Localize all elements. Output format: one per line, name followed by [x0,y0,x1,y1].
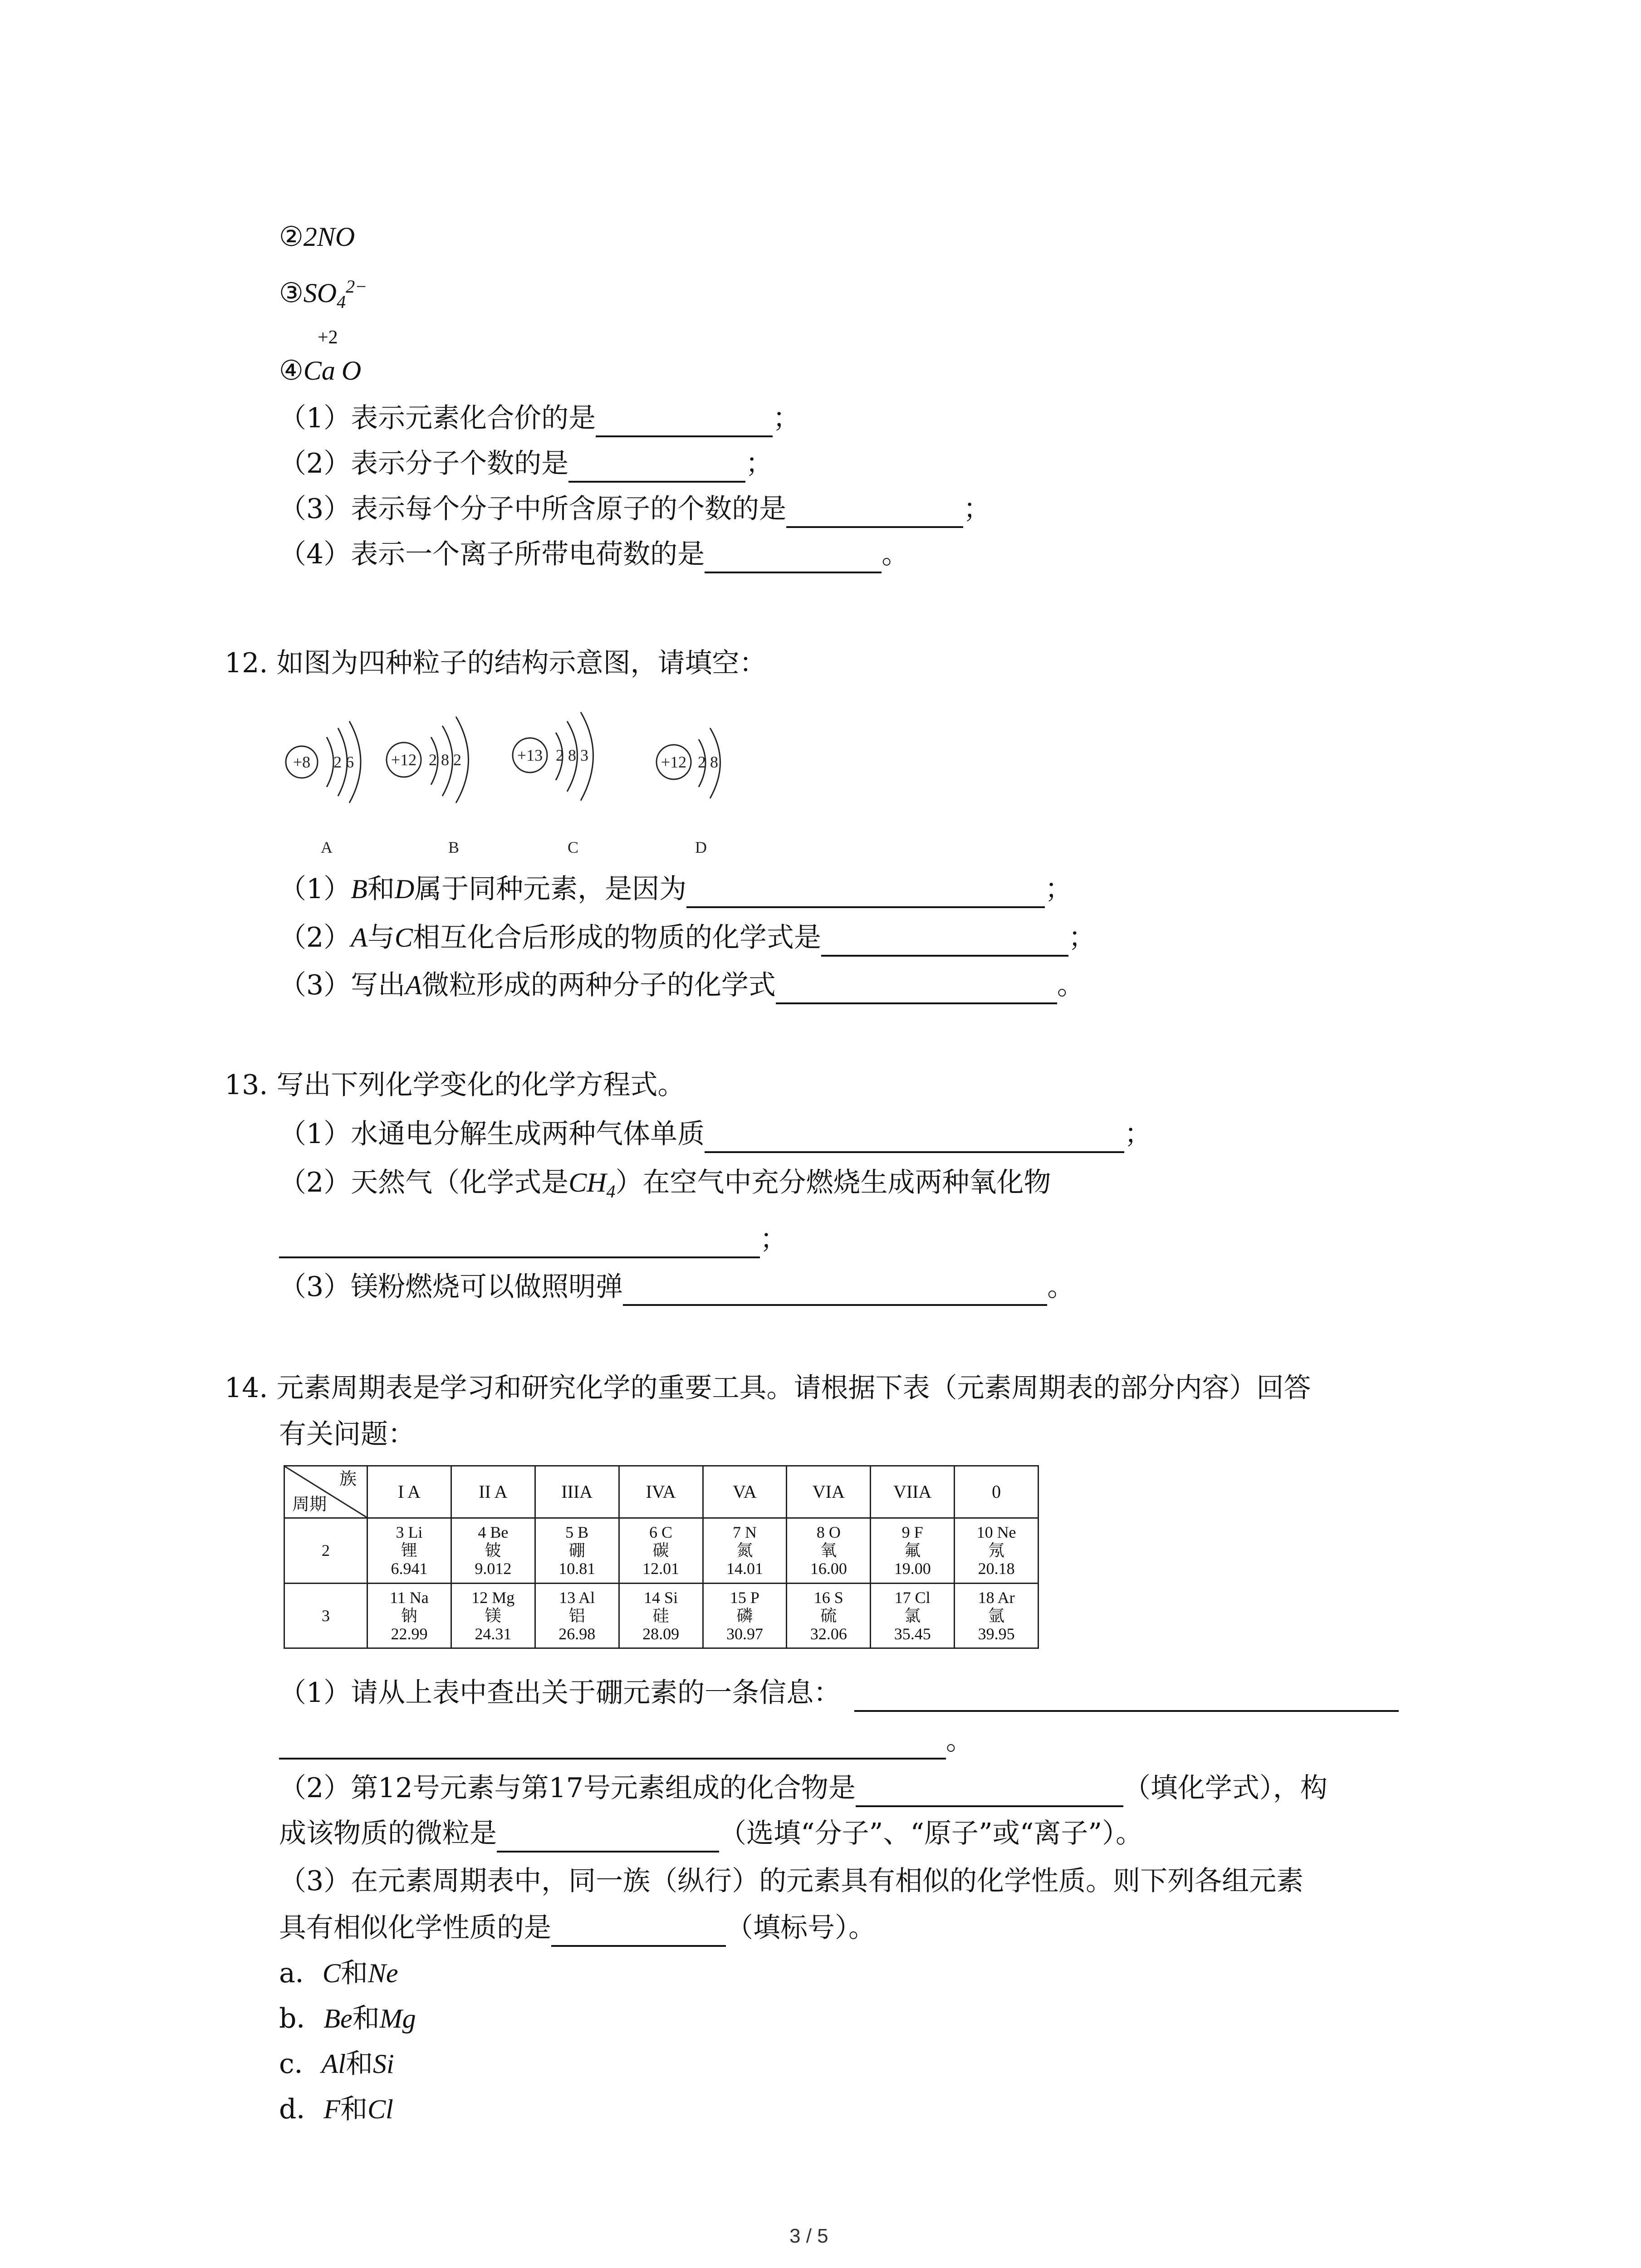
atom-d-shells: 2 8 [698,753,718,771]
answer-blank[interactable] [686,876,1045,908]
answer-blank[interactable] [568,451,745,483]
atom-structure-diagrams [281,705,780,869]
element-name: 铍 [485,1541,501,1560]
atom-d-nucleus: +12 [661,753,687,771]
answer-blank[interactable] [705,542,882,573]
group-header: I A [367,1466,451,1518]
element-symbol: 15 P [730,1588,759,1607]
q14-s2-mid: （填化学式），构 [1123,1772,1327,1804]
option-and: 和 [352,2003,380,2034]
q13-s2-end: ； [760,1223,787,1255]
option-d [279,2090,393,2128]
q13-line-1 [279,1115,1151,1153]
element-cell [535,1583,619,1648]
page-number: 3 / 5 [789,2225,828,2247]
answer-blank[interactable] [776,973,1057,1004]
item-4 [279,352,361,390]
element-cell [703,1518,787,1584]
element-mass: 20.18 [978,1559,1015,1578]
element-symbol: 9 F [901,1523,923,1542]
item-4-mark: ④ [279,355,304,386]
q11-s1-text: （1）表示元素化合价的是 [279,402,596,434]
option-and: 和 [340,1957,368,1989]
element-cell [535,1518,619,1584]
q11-s3-end: ； [963,493,991,525]
q12-line-3 [279,966,1084,1004]
element-cell [871,1583,955,1648]
q14-title-line-2: 有关问题： [279,1418,415,1450]
q11-s1-end: ； [773,402,800,434]
option-x: F [323,2094,341,2124]
element-mass: 28.09 [642,1624,680,1643]
element-symbol: 5 B [565,1523,589,1542]
element-symbol: 18 Ar [978,1588,1015,1607]
answer-blank[interactable] [856,1775,1123,1807]
q12-s3-end: 。 [1057,969,1084,1001]
element-name: 氖 [988,1541,1005,1560]
element-mass: 22.99 [391,1624,428,1643]
atom-d-diagram [656,728,720,856]
item-2 [279,218,355,256]
option-letter: c． [279,2048,322,2080]
answer-blank[interactable] [705,1121,1124,1153]
q12-s2-a: A [351,923,367,953]
element-symbol: 13 Al [559,1588,595,1607]
element-symbol: 14 Si [644,1588,678,1607]
element-name: 铝 [568,1606,585,1625]
element-cell [787,1518,871,1584]
q13-line-3 [279,1268,1074,1306]
element-name: 氟 [904,1541,921,1560]
answer-blank[interactable] [497,1821,719,1853]
corner-period-label: 周期 [292,1495,327,1514]
element-cell [955,1518,1038,1584]
q12-s2-with: 与 [367,922,395,953]
element-name: 氮 [736,1541,753,1560]
item-3-charge: 2− [346,276,367,297]
atom-b-shells: 2 8 2 [429,751,461,769]
table-row [284,1518,1038,1584]
item-2-formula: 2NO [303,222,355,252]
element-symbol: 7 N [732,1523,757,1542]
period-label: 3 [284,1583,367,1648]
element-mass: 35.45 [894,1624,931,1643]
element-cell [871,1518,955,1584]
group-header: VIA [787,1466,871,1518]
q14-s3-l2-pre: 具有相似化学性质的是 [279,1912,551,1944]
q14-s3-line-2 [279,1909,876,1947]
answer-blank[interactable] [821,925,1068,957]
q12-s2-post: 相互化合后形成的物质的化学式是 [412,922,821,953]
answer-blank[interactable] [596,406,773,437]
item-3-formula: SO [303,278,337,308]
answer-blank[interactable] [551,1915,726,1947]
group-header: IIIA [535,1466,619,1518]
q11-s4-end: 。 [882,538,909,570]
option-letter: a． [279,1957,323,1989]
element-name: 磷 [736,1606,753,1625]
element-name: 氯 [904,1606,921,1625]
corner-group-label: 族 [339,1470,357,1489]
atom-c-nucleus: +13 [517,746,543,764]
q13-line-2 [279,1163,1051,1211]
option-x: C [322,1958,341,1988]
option-letter: d． [279,2093,324,2125]
q14-title-line-1: 14. 元素周期表是学习和研究化学的重要工具。请根据下表（元素周期表的部分内容）回答 [225,1372,1311,1404]
element-cell [787,1583,871,1648]
element-symbol: 3 Li [396,1523,423,1542]
q13-s2-subscript: 4 [606,1181,616,1202]
q14-line-2 [279,1769,1327,1807]
atom-c-shells: 2 8 3 [556,746,588,764]
element-symbol: 11 Na [390,1588,429,1607]
periodic-table-header [284,1466,1038,1518]
item-3 [279,268,367,321]
group-header: VIIA [871,1466,955,1518]
element-symbol: 4 Be [478,1523,509,1542]
q11-s2-end: ； [745,448,773,479]
q11-line-4 [279,535,909,573]
q12-s2-c: C [394,923,413,953]
answer-blank[interactable] [623,1274,1047,1306]
atom-c-label: C [567,838,579,856]
element-mass: 19.00 [894,1559,931,1578]
item-4-o: O [341,356,362,386]
element-cell [955,1583,1038,1648]
atom-b-label: B [448,838,460,856]
atom-b-diagram [387,717,469,856]
option-y: Ne [367,1958,398,1988]
item-2-mark: ② [279,221,304,253]
element-cell [367,1518,451,1584]
option-and: 和 [345,2048,373,2080]
answer-blank[interactable] [279,1227,760,1258]
q12-s3-post: 微粒形成的两种分子的化学式 [421,969,776,1001]
q14-s1-end: 。 [946,1725,973,1756]
element-name: 锂 [401,1541,417,1560]
element-mass: 26.98 [558,1624,596,1643]
element-mass: 10.81 [558,1559,596,1578]
q12-s1-b: B [351,874,367,904]
option-c [279,2045,394,2083]
element-mass: 16.00 [810,1559,847,1578]
answer-blank[interactable] [786,496,963,528]
atom-b-nucleus: +12 [391,751,417,769]
q14-s2-pre: （2）第12号元素与第17号元素组成的化合物是 [279,1772,856,1804]
element-cell [703,1583,787,1648]
q14-s1-text: （1）请从上表中查出关于硼元素的一条信息： [279,1677,841,1709]
option-x: Be [323,2004,353,2033]
q12-s2-end: ； [1068,922,1096,953]
q14-s2-l2-post: （选填“分子”、“原子”或“离子”）。 [719,1818,1143,1849]
q11-line-2 [279,445,773,483]
group-header: 0 [955,1466,1038,1518]
q13-s1-end: ； [1124,1118,1152,1150]
option-x: Al [321,2049,346,2079]
atom-a-diagram [286,721,361,856]
element-cell [451,1518,535,1584]
item-4-ca: Ca [303,356,335,386]
option-y: Si [372,2049,394,2079]
period-label: 2 [284,1518,367,1584]
answer-blank[interactable] [854,1680,1399,1712]
element-name: 硅 [652,1606,669,1625]
element-mass: 12.01 [642,1559,680,1578]
q13-s2-formula: CH [568,1168,607,1198]
element-mass: 6.941 [391,1559,428,1578]
item-3-mark: ③ [279,277,304,309]
element-mass: 32.06 [810,1624,847,1643]
q12-s1-end: ； [1045,873,1073,905]
q14-s3-line-1: （3）在元素周期表中，同一族（纵行）的元素具有相似的化学性质。则下列各组元素 [279,1865,1304,1897]
element-mass: 24.31 [475,1624,512,1643]
element-mass: 39.95 [978,1624,1015,1643]
q12-s3-a: A [405,970,422,1000]
atom-a-label: A [321,838,333,856]
q12-s2-pre: （2） [279,922,351,953]
q14-s2-l2-pre: 成该物质的微粒是 [279,1818,497,1849]
q12-s1-post: 属于同种元素，是因为 [414,873,687,905]
q11-line-1 [279,399,800,437]
corner-cell [284,1466,367,1518]
q12-line-2 [279,919,1096,957]
element-name: 氧 [820,1541,837,1560]
q12-title: 12. 如图为四种粒子的结构示意图，请填空： [225,647,767,679]
option-letter: b． [279,2003,324,2034]
element-name: 氩 [988,1606,1005,1625]
q13-s2-pre: （2）天然气（化学式是 [279,1167,569,1198]
q14-line-1 [279,1674,1399,1712]
element-name: 硫 [820,1606,837,1625]
element-symbol: 16 S [813,1588,843,1607]
element-name: 镁 [485,1606,501,1625]
q13-line-2b [279,1220,787,1258]
element-mass: 9.012 [475,1559,512,1578]
q11-s2-text: （2）表示分子个数的是 [279,448,569,479]
option-y: Cl [367,2094,393,2124]
option-and: 和 [340,2093,368,2125]
q12-s1-pre: （1） [279,873,351,905]
option-a [279,1954,398,1992]
group-header: IVA [619,1466,703,1518]
table-row [284,1583,1038,1648]
item-3-subscript: 4 [337,292,346,312]
element-symbol: 8 O [816,1523,841,1542]
q12-s1-d: D [394,874,415,904]
answer-blank[interactable] [279,1728,946,1760]
q14-s3-l2-post: （填标号）。 [726,1912,876,1944]
q12-line-1 [279,870,1072,908]
element-symbol: 12 Mg [471,1588,515,1607]
q12-s3-pre: （3）写出 [279,969,406,1001]
atom-c-diagram [513,712,593,856]
q13-title: 13. 写出下列化学变化的化学方程式。 [225,1069,685,1101]
element-mass: 14.01 [726,1559,763,1578]
q12-s1-and: 和 [367,873,395,905]
periodic-table [284,1465,1039,1649]
q13-s2-post: ）在空气中充分燃烧生成两种氧化物 [615,1167,1051,1198]
q11-s3-text: （3）表示每个分子中所含原子的个数的是 [279,493,787,525]
group-header: II A [451,1466,535,1518]
element-name: 硼 [568,1541,585,1560]
q13-s3-text: （3）镁粉燃烧可以做照明弹 [279,1271,623,1303]
q11-line-3 [279,490,990,528]
item-4-valence: +2 [318,327,338,348]
q13-s3-end: 。 [1047,1271,1075,1303]
element-cell [619,1518,703,1584]
atom-a-shells: 2 6 [333,753,354,771]
element-name: 碳 [652,1541,669,1560]
q11-s4-text: （4）表示一个离子所带电荷数的是 [279,538,705,570]
element-name: 钠 [401,1606,417,1625]
atom-d-label: D [695,838,707,856]
element-symbol: 10 Ne [976,1523,1016,1542]
group-header: VA [703,1466,787,1518]
q14-line-1b [279,1721,973,1760]
element-cell [451,1583,535,1648]
q13-s1-text: （1）水通电分解生成两种气体单质 [279,1118,705,1150]
option-b [279,1999,416,2038]
option-y: Mg [379,2004,416,2033]
element-symbol: 17 Cl [894,1588,931,1607]
atom-a-nucleus: +8 [293,753,311,771]
q14-line-2b [279,1814,1143,1853]
element-symbol: 6 C [649,1523,673,1542]
element-mass: 30.97 [726,1624,763,1643]
element-cell [367,1583,451,1648]
element-cell [619,1583,703,1648]
